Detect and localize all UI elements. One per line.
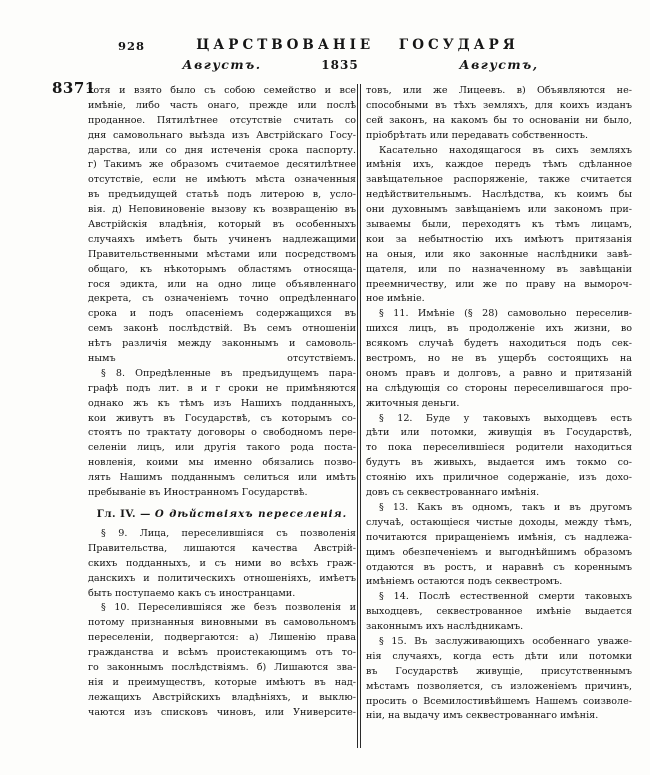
text-line: случаѣ, остающіеся чистые доходы, между тѣмъ, xyxy=(366,516,632,528)
text-line: § 8. Опредѣленные въ предъидущемъ пара- xyxy=(101,367,356,379)
text-line: будутъ въ живыхъ, выдается имъ токмо со- xyxy=(366,457,632,469)
text-line: пребываніе въ Иностранномъ Государствѣ. xyxy=(88,487,308,499)
text-line: довъ съ секвестрованнаго имѣнія. xyxy=(366,487,540,499)
right-text-column xyxy=(366,84,632,724)
text-line: дарства, или со дня истеченія срока паспорту. xyxy=(88,144,356,156)
text-line: данскихъ и политическихъ отношеніяхъ, имѣетъ xyxy=(88,572,356,584)
text-line: мѣстамъ позволяется, съ изложеніемъ причинъ, xyxy=(366,680,632,692)
text-line: чаются изъ списковъ чиновъ, или Университе- xyxy=(88,706,356,718)
text-line: вія. д) Неповиновеніе вызову къ возвращенію въ xyxy=(88,204,356,216)
text-line: щимъ обезпеченіемъ и выгоднѣйшимъ образомъ xyxy=(366,546,632,558)
text-line: § 13. Какъ въ одномъ, такъ и въ другомъ xyxy=(379,501,632,513)
text-line: графѣ подъ лит. в и г сроки не примѣняются xyxy=(88,382,356,394)
page-title: ЦАРСТВОВАНІЕ ГОСУДАРЯ xyxy=(196,37,519,53)
text-line: ное имѣніе. xyxy=(366,293,425,305)
left-column-month: Августъ. xyxy=(182,57,262,72)
text-line: стоянію ихъ приличное содержаніе, изъ дохо- xyxy=(366,472,632,484)
text-line: выходцевъ, секвестрованное имѣніе выдается xyxy=(366,606,632,618)
text-line: случаяхъ имѣетъ быть учиненъ надлежащими xyxy=(88,233,356,245)
text-line: общаго, къ нѣкоторымъ областямъ относяща- xyxy=(88,263,356,275)
text-line: пріобрѣтать или передавать собственность. xyxy=(366,129,589,141)
paragraph xyxy=(366,635,632,724)
text-line: Правительственными мѣстами или посредствомъ xyxy=(88,248,356,260)
text-line: сей законъ, на какомъ бы то основаніи ни было, xyxy=(366,114,632,126)
text-line: гражданства и всѣмъ проистекающимъ отъ то- xyxy=(88,647,356,659)
paragraph xyxy=(366,144,632,308)
text-line: Правительства, лишаются качества Австрій- xyxy=(88,542,356,554)
text-line: имѣніемъ остаются подъ секвестромъ. xyxy=(366,576,563,588)
text-line: нѣтъ различія между законнымъ и самоволь- xyxy=(88,338,356,350)
text-line: § 11. Имѣніе (§ 28) самовольно переселив- xyxy=(379,308,632,320)
left-text-column xyxy=(88,84,356,721)
text-line: Австрійскія владѣнія, который въ особенныхъ xyxy=(88,219,356,231)
text-line: § 9. Лица, переселившіяся съ позволенія xyxy=(101,527,356,539)
text-line: зываемы были, переходятъ къ тѣмъ лицамъ, xyxy=(366,219,632,231)
text-line: кои за небытностію ихъ имѣютъ притязанія xyxy=(366,233,632,245)
text-line: быть поступаемо какъ съ иностранцами. xyxy=(88,587,296,599)
text-line: ономъ правъ и долговъ, а равно и притязаній xyxy=(366,367,632,379)
paragraph xyxy=(88,527,356,601)
text-line: почитаются приращеніемъ имѣнія, съ надлежа- xyxy=(366,531,632,543)
text-line: просить о Всемилостивѣйшемъ Нашемъ соизволе- xyxy=(366,695,632,707)
text-line: г) Такимъ же образомъ считаемое десятилѣтнее xyxy=(88,159,356,171)
chapter-number: Гл. IV. — xyxy=(96,507,155,520)
paragraph xyxy=(366,412,632,501)
text-line: на слѣдующія со стороны переселившагося про- xyxy=(366,382,632,394)
running-head xyxy=(0,57,650,75)
paragraph xyxy=(88,367,356,501)
text-line: завѣщательное распоряженіе, также считается xyxy=(366,174,632,186)
text-line: новленія, коими мы именно обязались позво- xyxy=(88,457,356,469)
text-line: отсутствіе, если не имѣютъ мѣста означенныя xyxy=(88,174,356,186)
text-line: они духовнымъ завѣщаніемъ или закономъ при- xyxy=(366,204,632,216)
text-line: декрета, съ означеніемъ точно опредѣленнаго xyxy=(88,293,356,305)
text-line: проданное. Пятилѣтнее отсутствіе считать со xyxy=(88,114,356,126)
text-line: въ Государствѣ живущіе, присутственнымъ xyxy=(366,665,632,677)
text-line: Касательно находящагося въ сихъ земляхъ xyxy=(379,144,632,156)
text-line: гося эдикта, или на одно лице объявленнаго xyxy=(88,278,356,290)
text-line: имѣніе, либо часть онаго, прежде или послѣ xyxy=(88,99,356,111)
text-line: § 15. Въ заслуживающихъ особеннаго уваже- xyxy=(379,635,632,647)
text-line: способными въ тѣхъ земляхъ, для коихъ изданъ xyxy=(366,99,632,111)
text-line: недѣйствительнымъ. Наслѣдства, къ коимъ бы xyxy=(366,189,632,201)
chapter-title: О дѣйствіяхъ переселенія. xyxy=(154,507,348,520)
text-line: всякомъ случаѣ будетъ находиться подъ сек- xyxy=(366,338,632,350)
text-line: селеніи лицъ, или другія такого рода поста- xyxy=(88,442,356,454)
text-line: нымъ отсутствіемъ. xyxy=(88,353,356,365)
text-line: въ предъидущей статьѣ подъ литерою в, усло- xyxy=(88,189,356,201)
text-line: нія случаяхъ, когда есть дѣти или потомки xyxy=(366,650,632,662)
text-line: житочныя деньги. xyxy=(366,397,460,409)
text-line: дня самовольнаго выѣзда изъ Австрійскаго Госу- xyxy=(88,129,356,141)
text-line: нія и преимуществъ, которые имѣютъ въ над- xyxy=(88,676,356,688)
paragraph xyxy=(366,307,632,411)
text-line: переселеніи, подвергаются: а) Лишенію права xyxy=(88,632,356,644)
text-line: то пока переселившіеся родители находиться xyxy=(366,442,632,454)
text-line: скихъ подданныхъ, и съ ними во всѣхъ граж- xyxy=(88,557,356,569)
paragraph xyxy=(88,601,356,720)
text-line: щателя, или по назначенному въ завѣщаніи xyxy=(366,263,632,275)
chapter-heading xyxy=(88,507,356,522)
text-line: хотя и взято было съ собою семейство и все xyxy=(88,85,356,96)
year: 1835 xyxy=(321,58,359,72)
text-line: шихся лицъ, въ продолженіе ихъ жизни, во xyxy=(366,323,632,335)
text-line: вестромъ, но не въ ущербъ состоящихъ на xyxy=(366,353,632,365)
column-divider-rule xyxy=(357,84,361,748)
text-line: стоятъ по трактату договоры о свободномъ пере- xyxy=(88,427,356,439)
text-line: однако жъ къ тѣмъ изъ Нашихъ подданныхъ, xyxy=(88,397,356,409)
text-line: ніи, на выдачу имъ секвестрованнаго имѣнія. xyxy=(366,710,599,722)
page-number: 928 xyxy=(118,39,146,53)
text-line: § 12. Буде у таковыхъ выходцевъ есть xyxy=(379,412,632,424)
paragraph xyxy=(366,84,632,144)
text-line: § 14. Послѣ естественной смерти таковыхъ xyxy=(379,591,632,603)
text-line: отдаются въ ростъ, и наравнѣ съ кореннымъ xyxy=(366,561,632,573)
text-line: преемничеству, или же по праву на вымороч- xyxy=(366,278,632,290)
paragraph xyxy=(366,501,632,590)
text-line: товъ, или же Лицеевъ. в) Объявляются не- xyxy=(366,85,632,96)
text-line: имѣнія ихъ, каждое передъ тѣмъ сдѣланное xyxy=(366,159,632,171)
paragraph xyxy=(88,84,356,367)
text-line: семъ законѣ послѣдствій. Въ семъ отношеніи xyxy=(88,323,356,335)
text-line: на оныя, или яко законные наслѣдники завѣ- xyxy=(366,248,632,260)
text-line: дѣти или потомки, живущія въ Государствѣ, xyxy=(366,427,632,439)
act-margin-number: 8371 xyxy=(52,79,96,97)
text-line: лять Нашимъ подданнымъ селиться или имѣть xyxy=(88,472,356,484)
right-column-month: Августъ, xyxy=(459,57,539,72)
text-line: срока и подъ опасеніемъ содержащихся въ xyxy=(88,308,356,320)
text-line: го законнымъ послѣдствіямъ. б) Лишаются зва- xyxy=(88,661,356,673)
paragraph xyxy=(366,590,632,635)
text-line: потому признанныя виновными въ самовольномъ xyxy=(88,617,356,629)
text-line: кои живутъ въ Государствѣ, съ которымъ со- xyxy=(88,412,356,424)
text-line: § 10. Переселившіяся же безъ позволенія и xyxy=(101,602,356,614)
text-line: лежащихъ Австрійскихъ владѣніяхъ, и выклю- xyxy=(88,691,356,703)
text-line: законнымъ ихъ наслѣдникамъ. xyxy=(366,621,524,633)
